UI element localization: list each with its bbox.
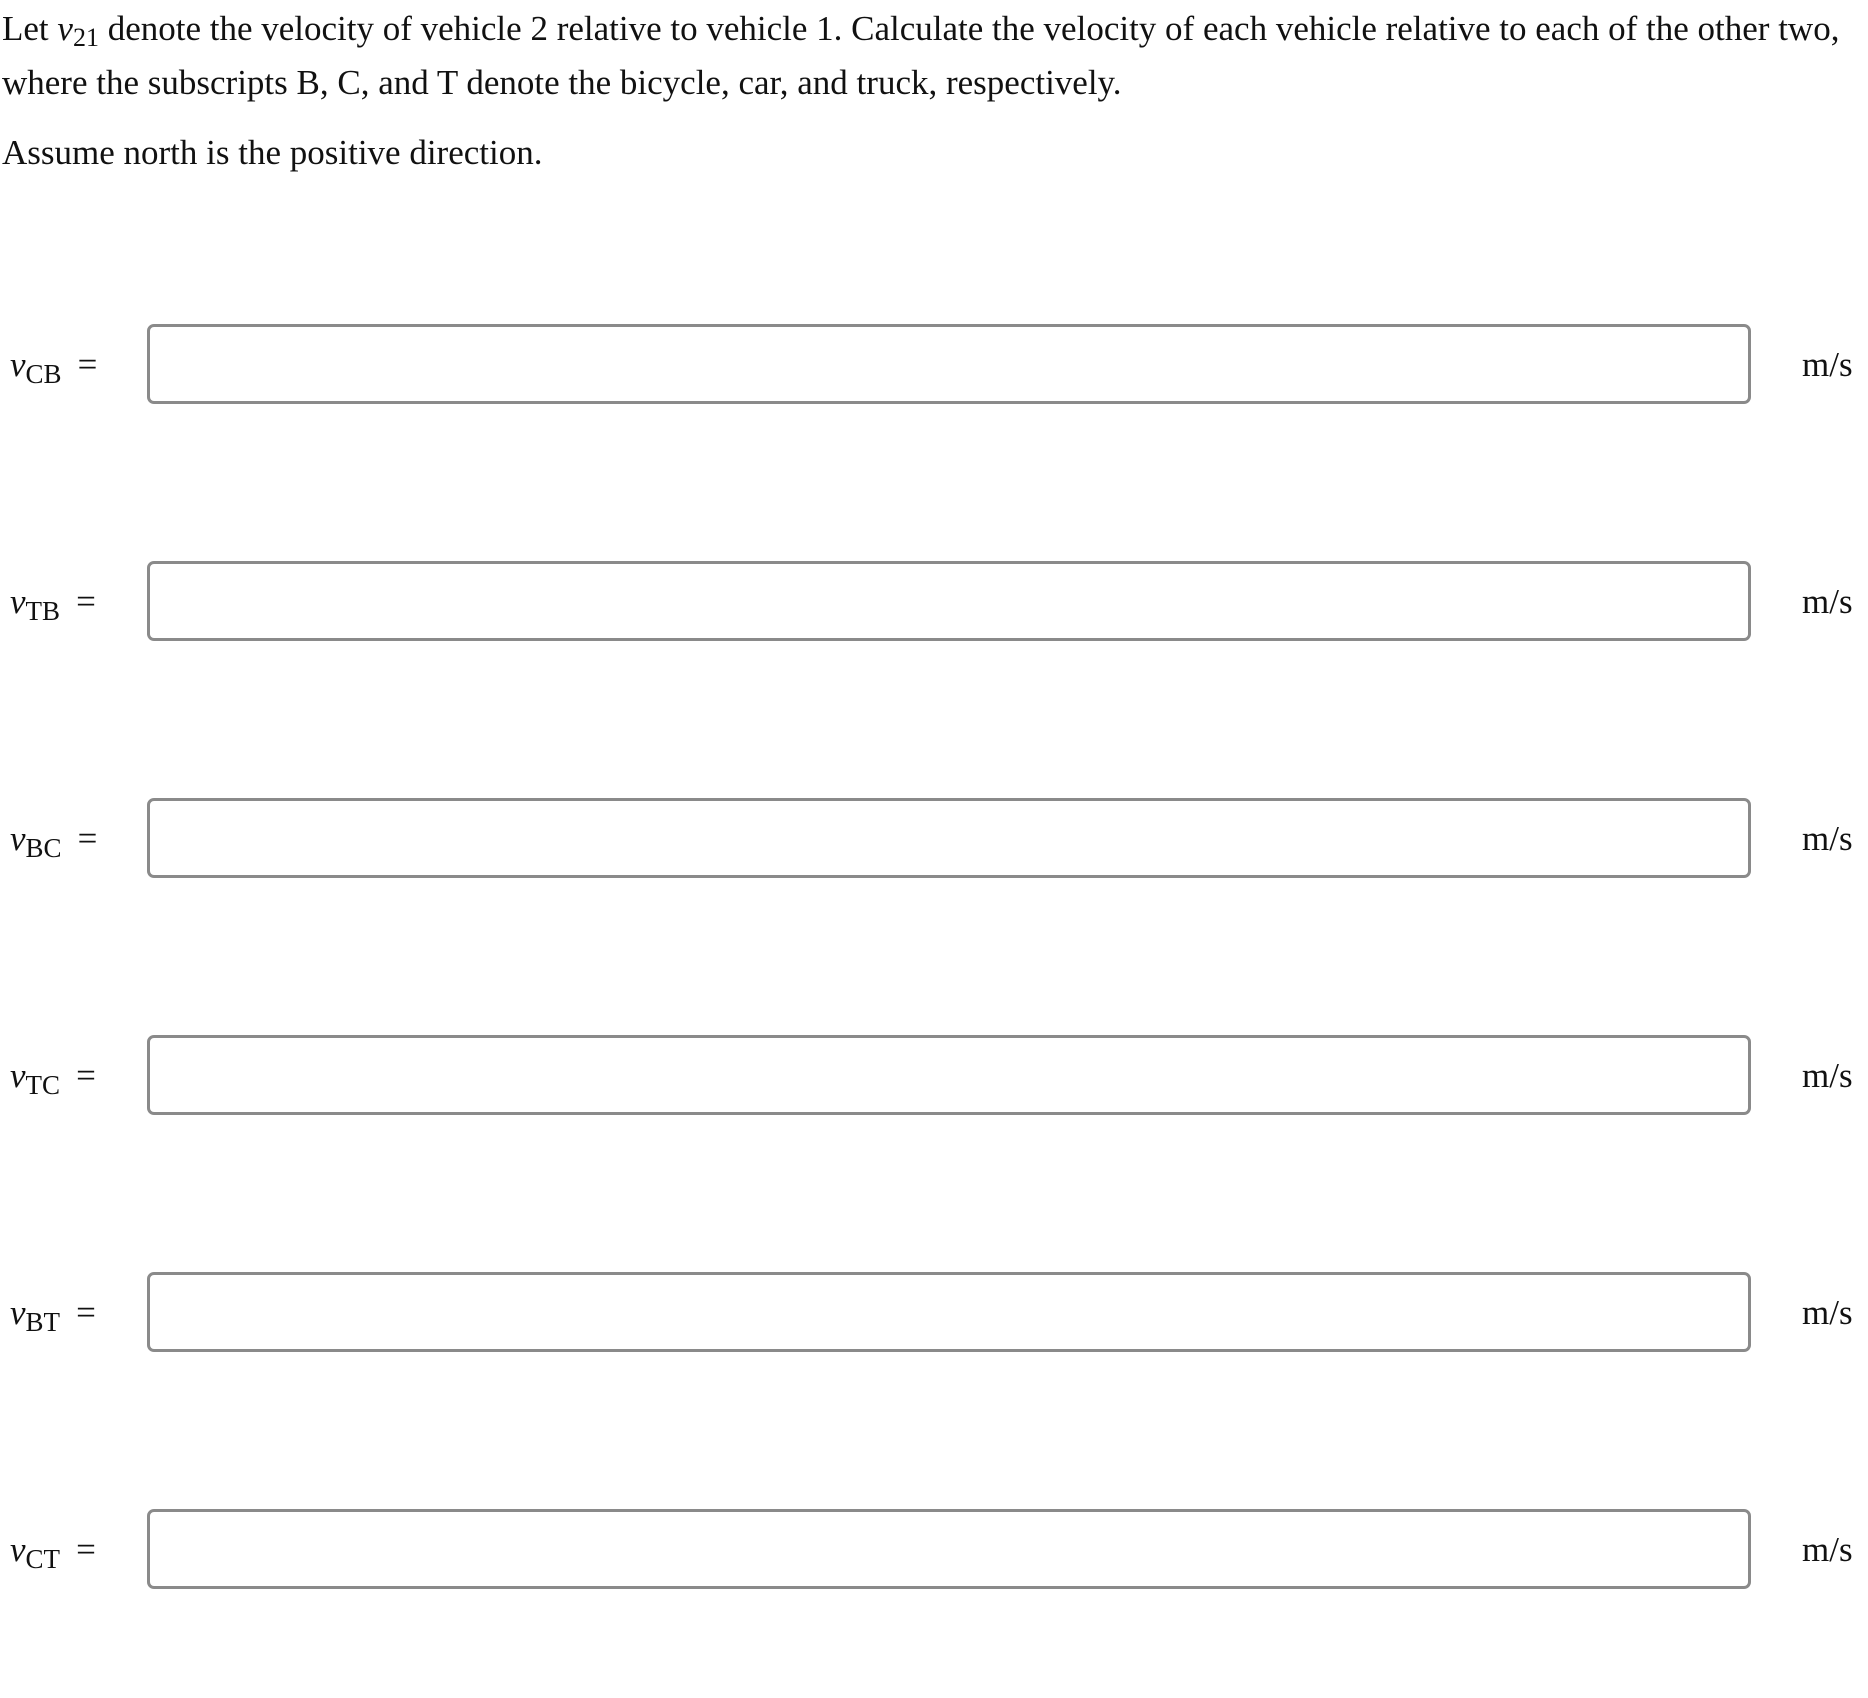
answer-row-vtc [0, 1035, 1868, 1121]
answer-symbol: v [10, 345, 26, 384]
answer-symbol: v [10, 1530, 26, 1569]
answer-subscript: BC [25, 833, 62, 863]
equals-sign: = [76, 582, 96, 621]
answer-label-vbc [10, 812, 97, 866]
answer-row-vbc [0, 798, 1868, 884]
equals-sign: = [76, 1056, 96, 1095]
answer-row-vbt [0, 1272, 1868, 1358]
answer-label-vtb [10, 575, 96, 629]
answer-symbol: v [10, 582, 26, 621]
answer-row-vct [0, 1509, 1868, 1595]
equals-sign: = [77, 819, 98, 858]
answer-label-vct [10, 1523, 96, 1577]
unit-label-vbt: m/s [1802, 1293, 1853, 1332]
velocity-symbol [57, 9, 99, 52]
unit-label-vtb: m/s [1802, 582, 1853, 621]
answer-label-vbt [10, 1286, 96, 1340]
answer-symbol: v [10, 1293, 26, 1332]
answer-label-vcb [10, 338, 97, 392]
answer-input-vtb[interactable] [147, 561, 1751, 641]
question-assumption: Assume north is the positive direction. [2, 133, 543, 172]
answer-row-vcb [0, 324, 1868, 410]
answer-row-vtb [0, 561, 1868, 647]
unit-label-vtc: m/s [1802, 1056, 1853, 1095]
question-text-before-symbol: Let [2, 9, 58, 48]
unit-label-vbc: m/s [1802, 819, 1853, 858]
answer-input-vct[interactable] [147, 1509, 1751, 1589]
answer-input-vcb[interactable] [147, 324, 1751, 404]
velocity-symbol-subscript: 21 [72, 23, 99, 52]
velocity-symbol-base: v [57, 9, 73, 48]
answer-input-vtc[interactable] [147, 1035, 1751, 1115]
unit-label-vcb: m/s [1802, 345, 1853, 384]
answer-subscript: TB [25, 596, 61, 626]
answer-input-vbt[interactable] [147, 1272, 1751, 1352]
equals-sign: = [76, 1293, 96, 1332]
answer-subscript: BT [25, 1307, 61, 1337]
answer-label-vtc [10, 1049, 96, 1103]
answer-subscript: CB [25, 359, 62, 389]
unit-label-vct: m/s [1802, 1530, 1853, 1569]
answer-input-vbc[interactable] [147, 798, 1751, 878]
equals-sign: = [76, 1530, 96, 1569]
answer-symbol: v [10, 1056, 26, 1095]
answer-subscript: TC [25, 1070, 61, 1100]
question-text-after-symbol: denote the velocity of vehicle 2 relative to vehicle 1. Calculate the velocity of each vehicle relative to each of the other two, where the subscripts B, C, and T denote the bicycle, car, and truck, respectively. [2, 9, 1840, 102]
question-instruction [2, 2, 1847, 110]
answer-subscript: CT [25, 1544, 61, 1574]
equals-sign: = [77, 345, 98, 384]
answer-symbol: v [10, 819, 26, 858]
